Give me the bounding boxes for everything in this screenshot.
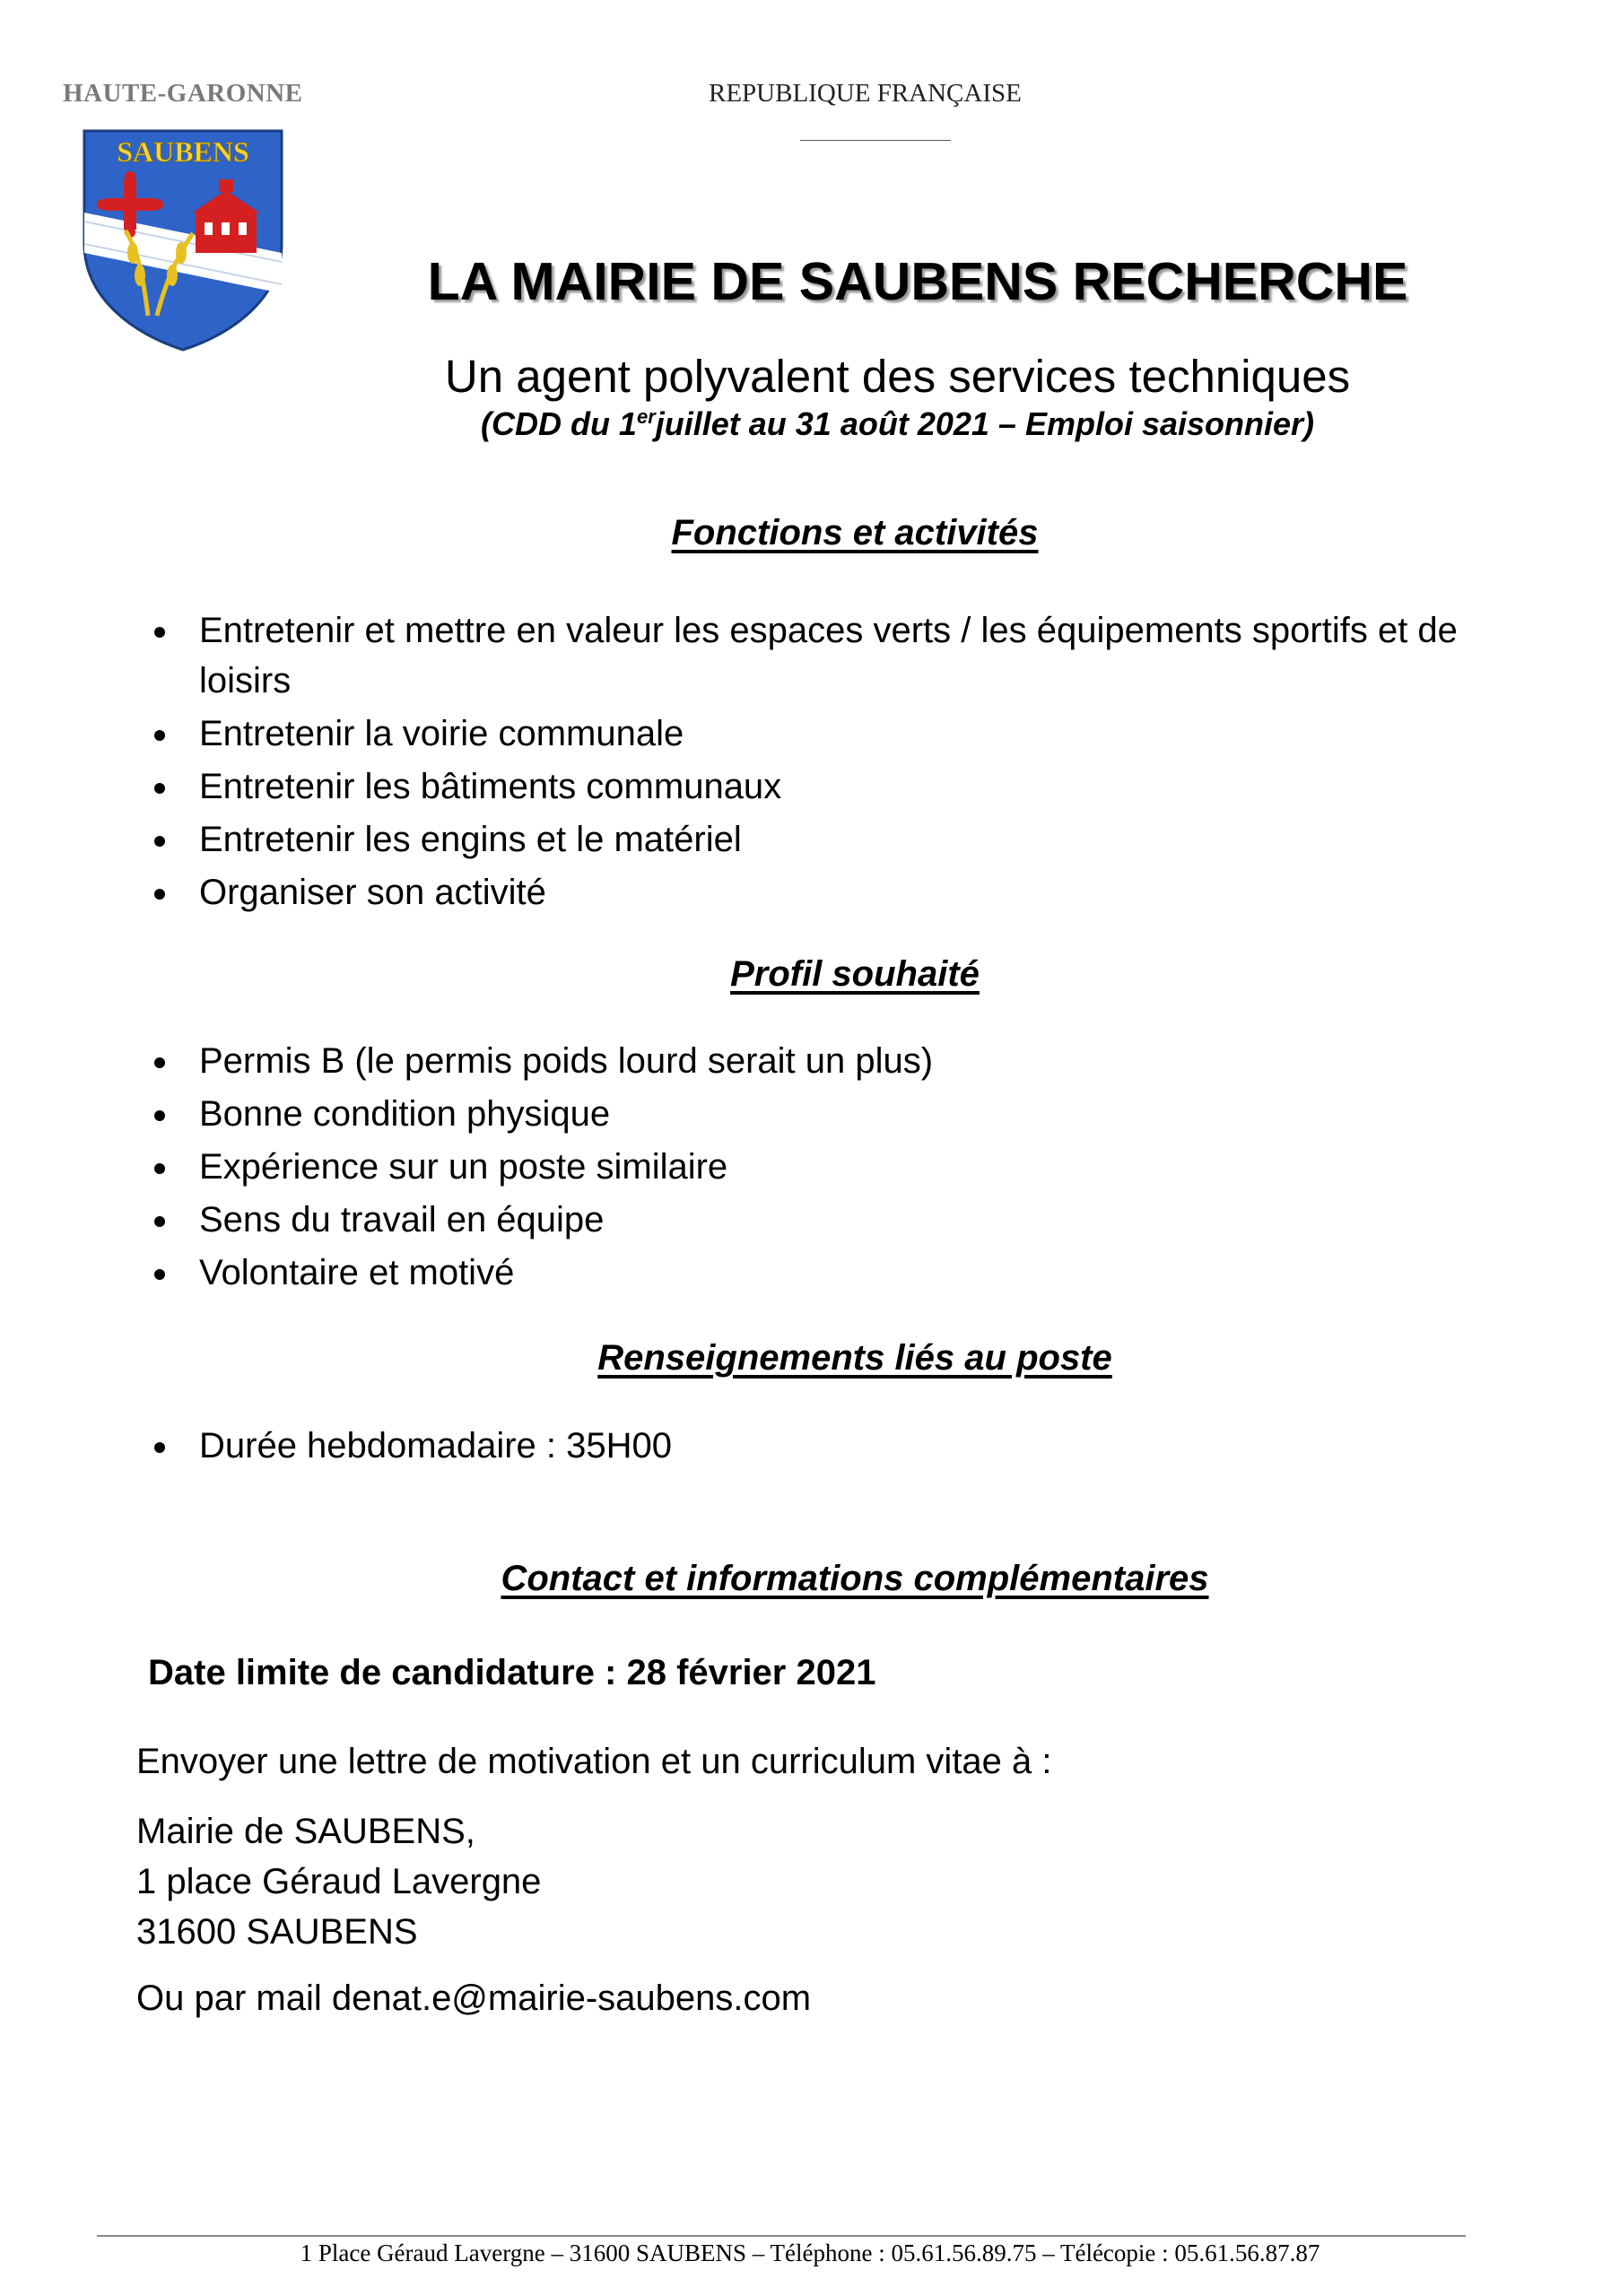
application-instruction: Envoyer une lettre de motivation et un curriculum vitae à :: [136, 1742, 1052, 1781]
list-item: Entretenir les bâtiments communaux: [144, 761, 1543, 812]
contact-heading: Contact et informations complémentaires: [501, 1559, 1209, 1598]
info-list: [144, 1421, 1543, 1474]
list-item: Bonne condition physique: [144, 1089, 1543, 1139]
job-subtitle: Un agent polyvalent des services techniques: [444, 351, 1351, 402]
address-line: 1 place Géraud Lavergne: [136, 1862, 542, 1901]
list-item: Permis B (le permis poids lourd serait un plus): [144, 1036, 1543, 1086]
address-line: Mairie de SAUBENS,: [136, 1812, 475, 1851]
contract-details: (CDD du 1erjuillet au 31 août 2021 – Emploi saisonnier): [480, 405, 1315, 442]
list-item: Entretenir les engins et le matériel: [144, 814, 1543, 865]
info-heading: Renseignements liés au poste: [597, 1338, 1112, 1378]
list-item: Volontaire et motivé: [144, 1248, 1543, 1298]
page-title: LA MAIRIE DE SAUBENS RECHERCHE: [427, 252, 1408, 311]
republic-label: REPUBLIQUE FRANÇAISE: [709, 79, 1022, 108]
list-item: Sens du travail en équipe: [144, 1195, 1543, 1245]
list-item: Expérience sur un poste similaire: [144, 1142, 1543, 1192]
saubens-crest-icon: [81, 127, 285, 352]
functions-list: [144, 605, 1543, 920]
footer-divider: [97, 2235, 1466, 2237]
profile-list: [144, 1036, 1543, 1300]
department-label: HAUTE-GARONNE: [63, 79, 303, 108]
profile-heading: Profil souhaité: [730, 954, 980, 994]
functions-heading: Fonctions et activités: [671, 513, 1039, 552]
crest-text: SAUBENS: [117, 135, 249, 168]
list-item: Organiser son activité: [144, 867, 1543, 918]
list-item: Entretenir et mettre en valeur les espaces verts / les équipements sportifs et de loisirs: [144, 605, 1543, 706]
application-deadline: Date limite de candidature : 28 février 2021: [148, 1653, 876, 1692]
address-line: 31600 SAUBENS: [136, 1912, 418, 1952]
list-item: Entretenir la voirie communale: [144, 709, 1543, 759]
footer-address: 1 Place Géraud Lavergne – 31600 SAUBENS – Téléphone : 05.61.56.89.75 – Télécopie : 05.61.56.87.87: [300, 2239, 1320, 2266]
list-item: Durée hebdomadaire : 35H00: [144, 1421, 1543, 1471]
republic-divider: [800, 140, 951, 141]
email-contact: Ou par mail denat.e@mairie-saubens.com: [136, 1979, 812, 2018]
postal-address: [136, 1806, 541, 1957]
